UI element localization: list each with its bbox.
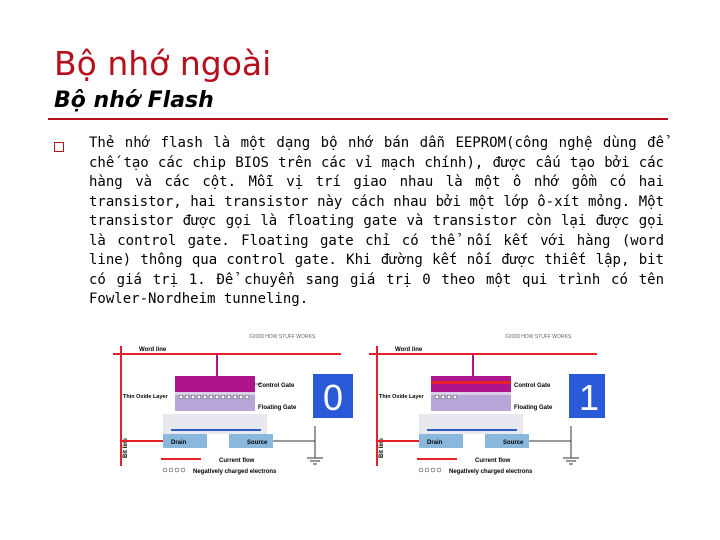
control-gate-label: Control Gate xyxy=(514,383,551,389)
flash-cell-diagram-svg xyxy=(101,326,605,484)
drain-label: Drain xyxy=(427,440,443,446)
electrons-label: Negatively charged electrons xyxy=(193,469,277,475)
word-line-label: Word line xyxy=(395,347,423,353)
thin-oxide-label: Thin Oxide Layer xyxy=(379,394,424,400)
drain-label: Drain xyxy=(171,440,187,446)
source-label: Source xyxy=(503,440,524,446)
electron-legend-swatch xyxy=(163,468,185,472)
title-divider xyxy=(48,118,668,120)
oxide-layer xyxy=(175,392,255,395)
floating-gate-label: Floating Gate xyxy=(514,405,553,411)
word-line-label: Word line xyxy=(139,347,167,353)
body-paragraph: Thẻ nhớ flash là một dạng bộ nhớ bán dẫn EEPROM(công nghệ dùng để chế tạo các chip BIOS trên các vỉ mạch chính), được cấu tạo bởi các hàng và các cột. Mỗi vị trí giao nhau là một ô nhớ gồm có hai transistor, hai transistor này cách nhau bởi một lớp ô-xít mỏng. Một transistor được gọi là floating gate và transistor còn lại được gọi là control gate. Floating gate chỉ có thể nối kết với hàng (word line) thông qua control gate. Khi đường kết nối được thiết lập, bit có giá trị 1. Để chuyển sang giá trị 0 theo một qui trình có tên Fowler-Nordheim tunneling. xyxy=(89,135,664,307)
electrons-label: Negatively charged electrons xyxy=(449,469,533,475)
ground-icon xyxy=(307,458,323,464)
panel-header: ©2000 HOW STUFF WORKS xyxy=(505,334,572,340)
slide-subtitle: Bộ nhớ Flash xyxy=(54,88,214,113)
slide-title: Bộ nhớ ngoài xyxy=(54,44,272,83)
bit-value-text: 1 xyxy=(578,377,600,418)
flash-cell-diagram xyxy=(101,326,605,484)
flash-panel-1 xyxy=(369,333,605,475)
current-flow-label: Current flow xyxy=(475,458,511,464)
floating-gate-label: Floating Gate xyxy=(258,405,297,411)
control-gate-label: Control Gate xyxy=(258,383,295,389)
thin-oxide-label: Thin Oxide Layer xyxy=(123,394,168,400)
source-label: Source xyxy=(247,440,268,446)
bit-line-label: Bit line xyxy=(379,437,385,458)
panel-header: ©2000 HOW STUFF WORKS xyxy=(249,334,316,340)
flash-panel-0 xyxy=(113,333,353,475)
control-gate-block xyxy=(175,376,255,392)
control-gate-current xyxy=(431,381,511,384)
bit-line-label: Bit line xyxy=(123,437,129,458)
ground-icon xyxy=(563,458,579,464)
current-flow-label: Current flow xyxy=(219,458,255,464)
electron-legend-swatch xyxy=(419,468,441,472)
bit-value-text: 0 xyxy=(322,377,344,418)
bullet-square-icon xyxy=(54,142,64,152)
oxide-layer xyxy=(431,392,511,395)
